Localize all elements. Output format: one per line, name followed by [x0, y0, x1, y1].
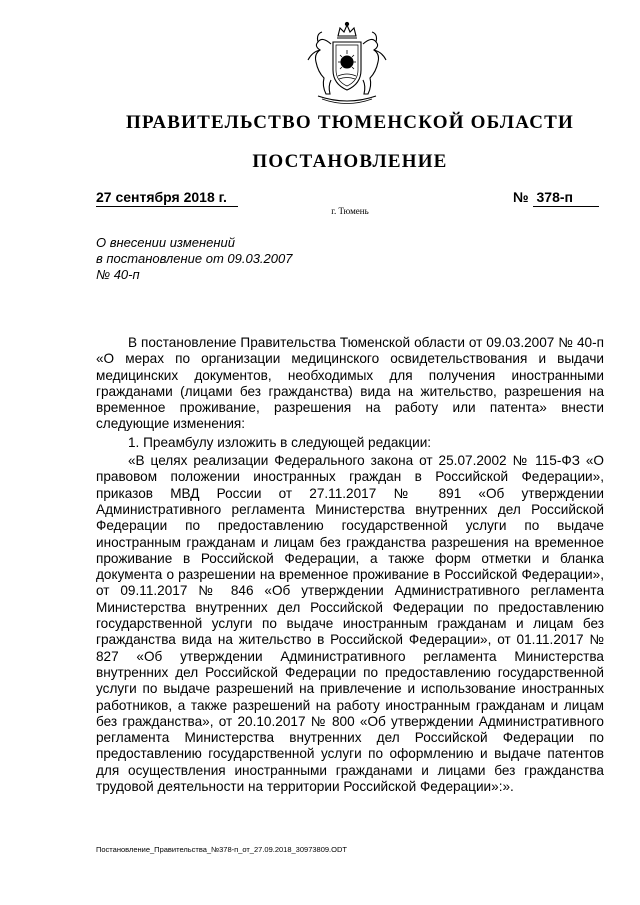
intro-paragraph: В постановление Правительства Тюменской области от 09.03.2007 № 40-п «О мерах по организации медицинского освидетельствования и выдачи медицинских документов, необходимых для получения иностранными гражданами (лицами без гражданства) вида на жительство, разрешения на временное проживание, разрешения на работу или патента» внести следующие изменения: — [96, 335, 604, 432]
quoted-preamble-paragraph: «В целях реализации Федерального закона от 25.07.2002 № 115-ФЗ «О правовом положении иностранных граждан в Российской Федерации», приказов МВД России от 27.11.2017 № 891 «Об утверждении Административного регламента Министерства внутренних дел Российской Федерации по предоставлению государственной услуги по выдаче иностранным гражданам и лицам без гражданства разрешения на временное проживание в Российской Федерации, а также форм отметки и бланка документа о разрешении на временное проживание в Российской Федерации», от 09.11.2017 № 846 «Об утверждении Административного регламента Министерства внутренних дел Российской Федерации по предоставлению государственной услуги по выдаче иностранным гражданам и лицам без гражданства вида на жительство в Российской Федерации», от 01.11.2017 № 827 «Об утверждении Административного регламента Министерства внутренних дел Российской Федерации по предоставлению государственной услуги по выдаче разрешений на привлечение и использование иностранных работников, а также разрешений на работу иностранным гражданам и лицам без гражданства», от 20.10.2017 № 800 «Об утверждении Административного регламента Министерства внутренних дел Российской Федерации по предоставлению государственной услуги по оформлению и выдаче патентов для осуществления иностранными гражданами и лицами без гражданства трудовой деятельности на территории Российской Федерации»:». — [96, 453, 604, 795]
item-1-paragraph: 1. Преамбулу изложить в следующей редакции: — [128, 434, 432, 450]
document-number-block — [513, 189, 599, 207]
document-city: г. Тюмень — [331, 206, 369, 216]
subject-line-1: О внесении изменений — [96, 235, 235, 250]
document-date: 27 сентября 2018 г. — [96, 189, 238, 207]
document-type: ПОСТАНОВЛЕНИЕ — [252, 151, 448, 172]
coat-of-arms-icon — [300, 20, 394, 106]
subject-line-2: в постановление от 09.03.2007 — [96, 251, 293, 266]
document-body — [96, 335, 604, 795]
document-subject — [96, 235, 292, 283]
document-number: 378-п — [533, 189, 599, 207]
subject-line-3: № 40-п — [96, 267, 140, 282]
file-footer: Постановление_Правительства_№378-п_от_27.09.2018_30973809.ODT — [96, 845, 347, 854]
government-title: ПРАВИТЕЛЬСТВО ТЮМЕНСКОЙ ОБЛАСТИ — [125, 112, 575, 133]
number-sign: № — [513, 189, 529, 205]
